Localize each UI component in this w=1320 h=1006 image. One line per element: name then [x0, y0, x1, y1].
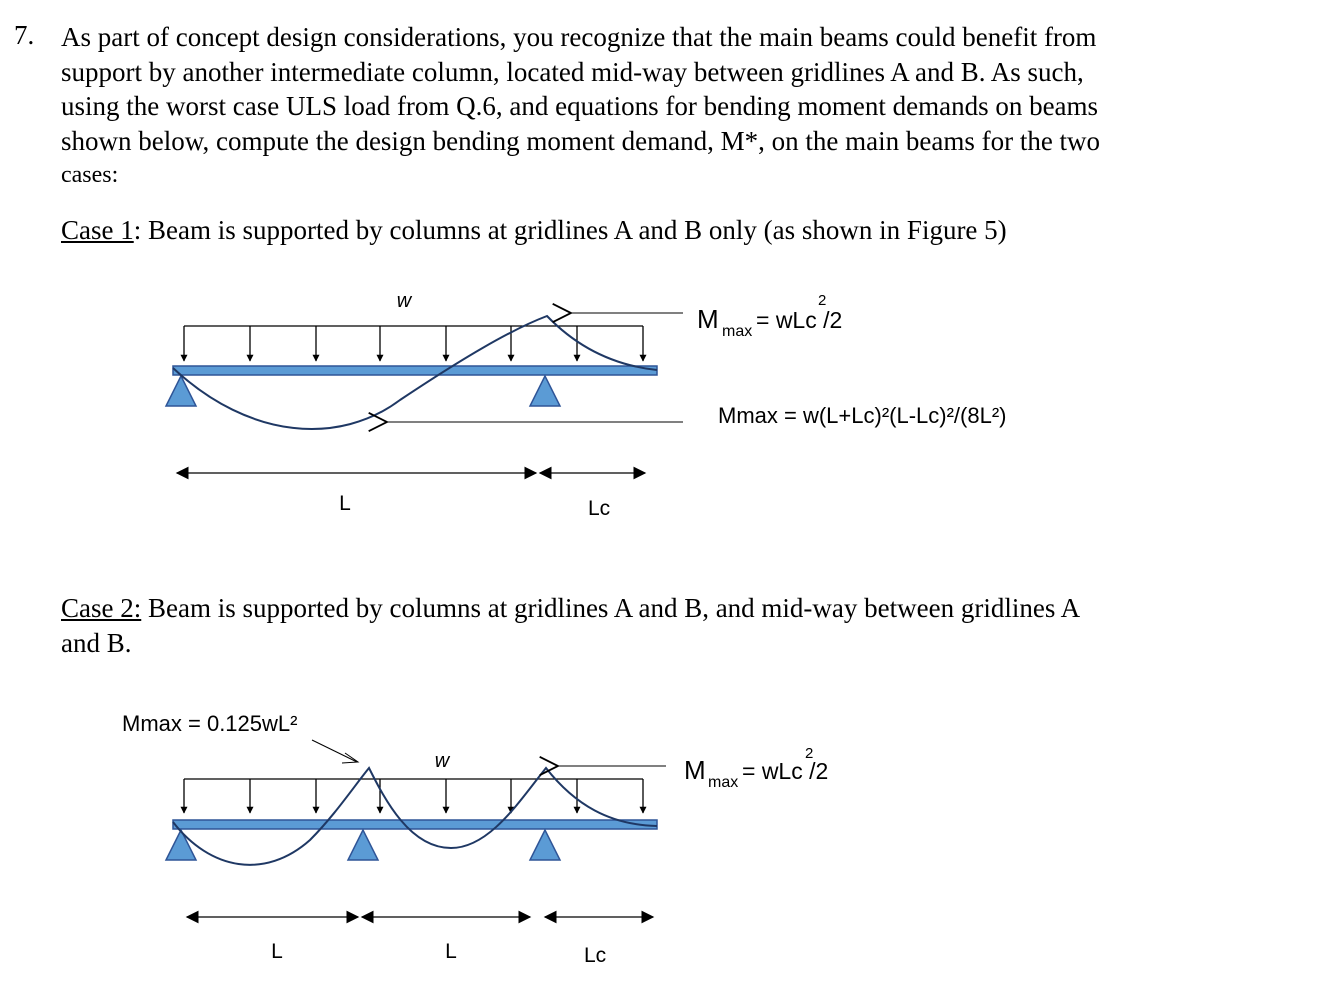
case2-support-b: [530, 830, 560, 860]
case1-load-arrows: [184, 326, 643, 361]
question-line-1: As part of concept design considerations, you recognize that the main beams could benefit from: [61, 22, 1097, 52]
case2-cantilever-eq-sup: 2: [805, 745, 814, 762]
question-line-2: support by another intermediate column, located mid-way between gridlines A and B. As such,: [61, 56, 1084, 87]
case2-cantilever-eq-rest: = wLc /2: [742, 758, 829, 784]
case2-cantilever-eq-sub: max: [708, 774, 739, 791]
case2-support-a: [166, 830, 196, 860]
case2-span-eq: Mmax = 0.125wL²: [122, 711, 298, 736]
case1-support-a: [166, 376, 196, 406]
case1-span-eq: Mmax = w(L+Lc)²(L-Lc)²/(8L²): [718, 403, 1007, 428]
case1-dim-cantilever-label: Lc: [588, 497, 611, 520]
case1-load-label: w: [396, 290, 412, 312]
case2-load-label: w: [434, 750, 450, 772]
case1-cantilever-eq-sup: 2: [818, 292, 827, 309]
case1-cantilever-eq-sub: max: [722, 323, 753, 340]
question-number: 7.: [14, 20, 35, 50]
case1-text: : Beam is supported by columns at gridlines A and B only (as shown in Figure 5): [133, 215, 1007, 245]
case2-label: Case 2:: [61, 593, 142, 623]
case2-beam: [173, 820, 657, 829]
case1-cantilever-eq-M: M: [697, 304, 719, 334]
case1-support-b: [530, 376, 560, 406]
case2-dim-cantilever-label: Lc: [584, 944, 607, 967]
case2-dim-span2-label: L: [445, 940, 457, 963]
case2-cantilever-eq-M: M: [684, 755, 706, 785]
question-line-5: cases:: [61, 162, 119, 188]
case2-text-line1: Beam is supported by columns at gridlines A and B, and mid-way between gridlines A: [141, 593, 1081, 623]
case1-dim-span-label: L: [339, 492, 351, 515]
case2-support-mid: [348, 830, 378, 860]
question-line-4: shown below, compute the design bending moment demand, M*, on the main beams for the two: [61, 125, 1101, 156]
case2-dim-span1-label: L: [271, 940, 283, 963]
case2-moment-diagram: [173, 768, 657, 865]
case2-span-leader: [312, 740, 357, 762]
case1-beam: [173, 366, 657, 375]
question-line-3: using the worst case ULS load from Q.6, and equations for bending moment demands on beams: [61, 91, 1099, 121]
case1-figure: [166, 290, 1006, 520]
case2-text-line2: and B.: [61, 627, 132, 658]
case2-figure: [122, 711, 828, 967]
case1-label: Case 1: [61, 215, 134, 245]
case1-cantilever-eq-rest: = wLc /2: [756, 307, 843, 333]
